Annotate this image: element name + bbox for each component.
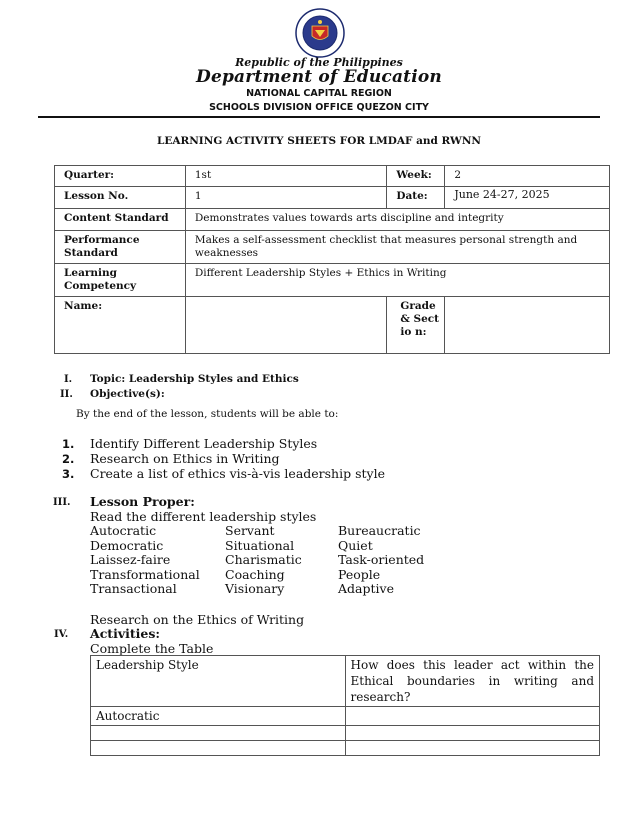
style-item: Task-oriented xyxy=(338,552,425,568)
content-standard-label: Content Standard xyxy=(55,209,186,231)
content-standard-value: Demonstrates values towards arts discipline and integrity xyxy=(185,209,609,231)
activities-heading: Activities: xyxy=(90,626,160,641)
styles-column-2 xyxy=(225,524,302,597)
objective-item xyxy=(62,463,385,481)
style-item: Servant xyxy=(225,523,275,538)
style-item: Transformational xyxy=(90,566,200,582)
objective-text: Identify Different Leadership Styles xyxy=(90,436,318,451)
lesson-number: III. xyxy=(53,497,71,508)
table-row-answer[interactable] xyxy=(345,726,600,741)
objective-text: Create a list of ethics vis-à-vis leadership style xyxy=(90,466,385,481)
header-divider xyxy=(38,116,600,118)
table-row-style[interactable] xyxy=(91,741,346,756)
style-item: Autocratic xyxy=(90,523,157,538)
research-line: Research on the Ethics of Writing xyxy=(90,612,305,627)
objectives-number: II. xyxy=(60,389,73,400)
style-item: Transactional xyxy=(90,581,177,597)
grade-section-field[interactable] xyxy=(445,297,610,354)
deped-seal-logo xyxy=(295,8,345,58)
style-item: Quiet xyxy=(338,537,373,553)
topic-heading: Topic: Leadership Styles and Ethics xyxy=(90,373,299,385)
week-value: 2 xyxy=(445,166,610,187)
lesson-label: Lesson No. xyxy=(55,187,186,209)
lesson-intro: Read the different leadership styles xyxy=(90,509,317,524)
name-label: Name: xyxy=(55,297,186,354)
objective-text: Research on Ethics in Writing xyxy=(90,451,280,466)
style-item: People xyxy=(338,566,381,582)
performance-standard-label: Performance Standard xyxy=(55,231,186,264)
name-field[interactable] xyxy=(185,297,386,354)
table-row-answer[interactable] xyxy=(345,707,600,726)
style-item: Bureaucratic xyxy=(338,523,421,538)
leadership-style-header: Leadership Style xyxy=(91,656,346,707)
info-table xyxy=(54,165,610,354)
division-line: SCHOOLS DIVISION OFFICE QUEZON CITY xyxy=(209,102,429,113)
objective-number: 3. xyxy=(62,467,75,481)
style-item: Coaching xyxy=(225,566,285,582)
objective-number: 1. xyxy=(62,437,75,451)
objectives-heading: Objective(s): xyxy=(90,388,165,400)
table-row-answer[interactable] xyxy=(345,741,600,756)
objectives-list xyxy=(62,433,385,481)
style-item: Democratic xyxy=(90,537,164,553)
objective-number: 2. xyxy=(62,452,75,466)
ethics-question-header: How does this leader act within the Ethical boundaries in writing and research? xyxy=(345,656,600,707)
topic-number: I. xyxy=(64,374,73,385)
quarter-label: Quarter: xyxy=(55,166,186,187)
style-item: Charismatic xyxy=(225,552,302,568)
style-item: Laissez-faire xyxy=(90,552,171,568)
sheet-title: LEARNING ACTIVITY SHEETS FOR LMDAF and RWNN xyxy=(156,135,482,147)
activities-number: IV. xyxy=(54,629,69,640)
grade-section-label: Grade & Sectio n: xyxy=(387,297,445,354)
lesson-value: 1 xyxy=(185,187,386,209)
date-value: June 24-27, 2025 xyxy=(445,187,610,209)
objective-item xyxy=(62,433,385,451)
styles-column-3 xyxy=(338,524,424,597)
style-item: Situational xyxy=(225,537,295,553)
date-label: Date: xyxy=(387,187,445,209)
style-item: Visionary xyxy=(225,581,285,597)
performance-standard-value: Makes a self-assessment checklist that measures personal strength and weaknesses xyxy=(185,231,609,264)
lesson-heading: Lesson Proper: xyxy=(90,494,195,509)
styles-column-1 xyxy=(90,524,200,597)
table-row-style[interactable] xyxy=(91,726,346,741)
style-item: Adaptive xyxy=(338,581,394,597)
region-line: NATIONAL CAPITAL REGION xyxy=(246,88,392,99)
activity-table xyxy=(90,655,600,756)
activities-intro: Complete the Table xyxy=(90,641,214,656)
quarter-value: 1st xyxy=(185,166,386,187)
table-row-style: Autocratic xyxy=(91,707,346,726)
learning-competency-value: Different Leadership Styles + Ethics in Writing xyxy=(185,264,609,297)
department-line: Department of Education xyxy=(196,67,442,87)
objective-item xyxy=(62,448,385,466)
learning-competency-label: Learning Competency xyxy=(55,264,186,297)
republic-line: Republic of the Philippines xyxy=(235,56,403,69)
week-label: Week: xyxy=(387,166,445,187)
objectives-intro: By the end of the lesson, students will be able to: xyxy=(76,408,339,420)
